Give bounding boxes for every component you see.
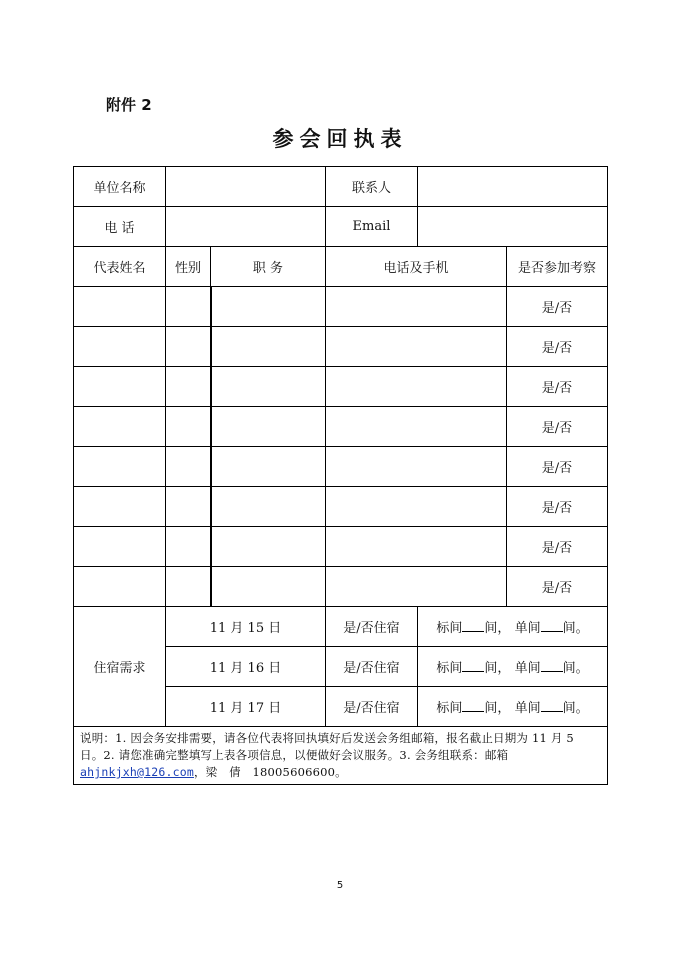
unit-name-field[interactable]	[166, 167, 326, 207]
phone-cell[interactable]	[326, 367, 507, 407]
name-cell[interactable]	[74, 567, 166, 607]
phone-cell[interactable]	[326, 407, 507, 447]
room-unit: 间，	[484, 701, 511, 716]
phone-field[interactable]	[166, 207, 326, 247]
position-cell[interactable]	[211, 287, 326, 327]
attend-cell[interactable]: 是/否	[507, 327, 608, 367]
room-unit: 间，	[484, 661, 511, 676]
reply-form-table	[73, 166, 608, 785]
gender-cell[interactable]	[166, 527, 211, 567]
name-cell[interactable]	[74, 487, 166, 527]
contact-field[interactable]	[418, 167, 608, 207]
standard-room-label: 标间	[436, 661, 463, 676]
contact-email-link[interactable]: ahjnkjxh@126.com	[80, 765, 194, 779]
table-row	[74, 327, 608, 367]
position-cell[interactable]	[211, 527, 326, 567]
unit-name-label: 单位名称	[74, 167, 166, 207]
gender-cell[interactable]	[166, 327, 211, 367]
page-number: 5	[336, 880, 344, 891]
name-cell[interactable]	[74, 287, 166, 327]
accommodation-date: 11 月 16 日	[166, 647, 326, 687]
attachment-label: 附件 2	[106, 96, 152, 114]
accommodation-label: 住宿需求	[74, 607, 166, 727]
table-row	[74, 527, 608, 567]
attend-cell[interactable]: 是/否	[507, 487, 608, 527]
col-header-attend: 是否参加考察	[507, 247, 608, 287]
room-end: 间。	[562, 661, 589, 676]
col-header-phone: 电话及手机	[326, 247, 507, 287]
accommodation-date: 11 月 17 日	[166, 687, 326, 727]
note-contact: ，梁 倩 18005606600。	[193, 765, 347, 779]
table-row	[74, 367, 608, 407]
gender-cell[interactable]	[166, 447, 211, 487]
standard-room-label: 标间	[436, 621, 463, 636]
phone-cell[interactable]	[326, 447, 507, 487]
name-cell[interactable]	[74, 327, 166, 367]
email-label: Email	[326, 207, 418, 247]
phone-cell[interactable]	[326, 567, 507, 607]
attend-cell[interactable]: 是/否	[507, 287, 608, 327]
table-row	[74, 287, 608, 327]
table-row	[74, 487, 608, 527]
standard-room-blank[interactable]	[462, 619, 484, 632]
contact-label: 联系人	[326, 167, 418, 207]
single-room-blank[interactable]	[541, 659, 563, 672]
single-room-label: 单间	[514, 701, 541, 716]
room-choice[interactable]	[418, 687, 608, 727]
name-cell[interactable]	[74, 527, 166, 567]
position-cell[interactable]	[211, 447, 326, 487]
attend-cell[interactable]: 是/否	[507, 527, 608, 567]
gender-cell[interactable]	[166, 407, 211, 447]
position-cell[interactable]	[211, 327, 326, 367]
gender-cell[interactable]	[166, 487, 211, 527]
single-room-blank[interactable]	[541, 619, 563, 632]
room-unit: 间，	[484, 621, 511, 636]
position-cell[interactable]	[211, 367, 326, 407]
gender-cell[interactable]	[166, 287, 211, 327]
standard-room-blank[interactable]	[462, 699, 484, 712]
single-room-label: 单间	[514, 661, 541, 676]
position-cell[interactable]	[211, 567, 326, 607]
room-choice[interactable]	[418, 647, 608, 687]
note-cell	[74, 727, 608, 785]
col-header-position: 职 务	[211, 247, 326, 287]
stay-choice[interactable]: 是/否住宿	[326, 687, 418, 727]
single-room-blank[interactable]	[541, 699, 563, 712]
position-cell[interactable]	[211, 407, 326, 447]
note-text: 说明：1. 因会务安排需要，请各位代表将回执填好后发送会务组邮箱，报名截止日期为 11 月 5 日。2. 请您准确完整填写上表各项信息，以便做好会议服务。3. 会务组联系：邮箱	[80, 731, 574, 762]
single-room-label: 单间	[514, 621, 541, 636]
phone-cell[interactable]	[326, 287, 507, 327]
room-end: 间。	[562, 621, 589, 636]
name-cell[interactable]	[74, 367, 166, 407]
col-header-name: 代表姓名	[74, 247, 166, 287]
standard-room-blank[interactable]	[462, 659, 484, 672]
accommodation-date: 11 月 15 日	[166, 607, 326, 647]
phone-cell[interactable]	[326, 487, 507, 527]
col-header-gender: 性别	[166, 247, 211, 287]
attend-cell[interactable]: 是/否	[507, 447, 608, 487]
name-cell[interactable]	[74, 407, 166, 447]
room-choice[interactable]	[418, 607, 608, 647]
standard-room-label: 标间	[436, 701, 463, 716]
table-row	[74, 407, 608, 447]
attend-cell[interactable]: 是/否	[507, 367, 608, 407]
phone-label: 电 话	[74, 207, 166, 247]
stay-choice[interactable]: 是/否住宿	[326, 647, 418, 687]
attend-cell[interactable]: 是/否	[507, 407, 608, 447]
phone-cell[interactable]	[326, 527, 507, 567]
stay-choice[interactable]: 是/否住宿	[326, 607, 418, 647]
gender-cell[interactable]	[166, 567, 211, 607]
gender-cell[interactable]	[166, 367, 211, 407]
table-row	[74, 567, 608, 607]
name-cell[interactable]	[74, 447, 166, 487]
phone-cell[interactable]	[326, 327, 507, 367]
email-field[interactable]	[418, 207, 608, 247]
room-end: 间。	[562, 701, 589, 716]
form-title: 参会回执表	[272, 126, 408, 151]
table-row	[74, 447, 608, 487]
attend-cell[interactable]: 是/否	[507, 567, 608, 607]
position-cell[interactable]	[211, 487, 326, 527]
